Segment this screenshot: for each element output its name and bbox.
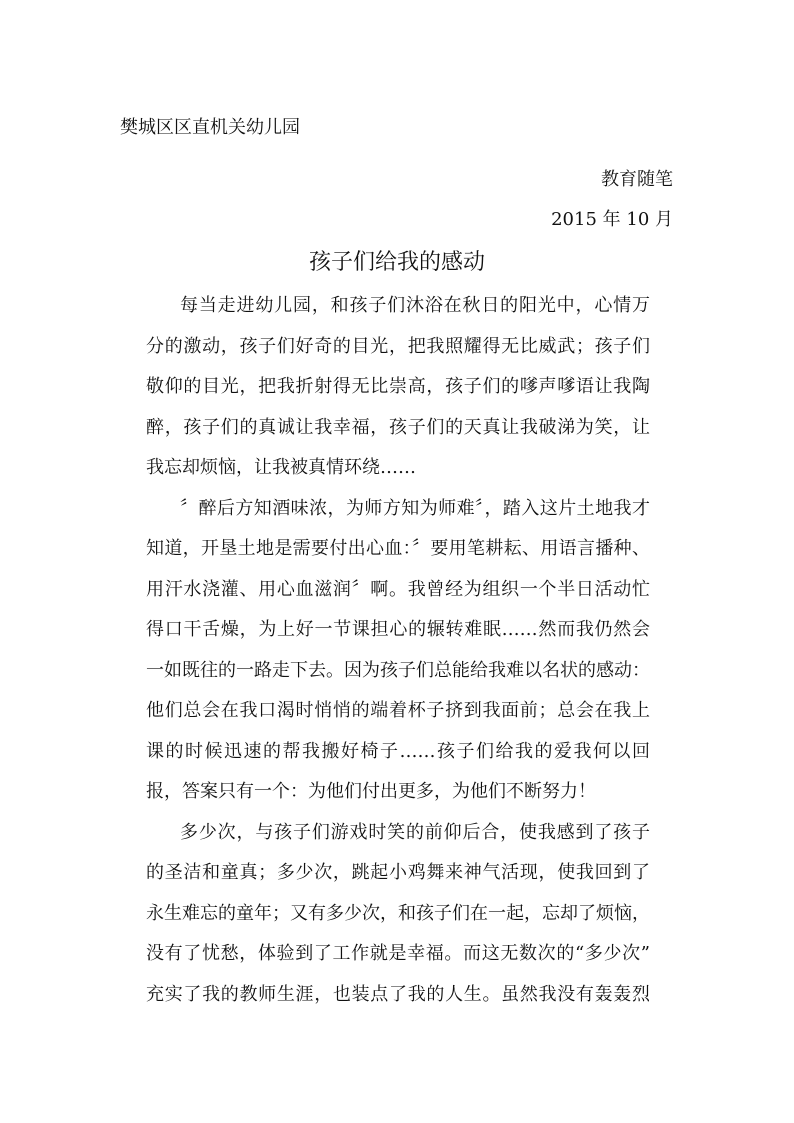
body-line: 的圣洁和童真；多少次，跳起小鸡舞来神气活现，使我回到了 (146, 862, 650, 883)
body-line: 得口干舌燥，为上好一节课担心的辗转难眠……然而我仍然会 (146, 619, 650, 640)
body-line: 每当走进幼儿园，和孩子们沐浴在秋日的阳光中，心情万 (180, 295, 650, 316)
body-line: 敬仰的目光，把我折射得无比崇高，孩子们的嗲声嗲语让我陶 (146, 376, 650, 397)
body-line: 多少次，与孩子们游戏时笑的前仰后合，使我感到了孩子 (180, 821, 650, 843)
body-line: 知道，开垦土地是需要付出心血：〞要用笔耕耘、用语言播种、 (146, 538, 650, 559)
body-line: 我忘却烦恼，让我被真情环绕…… (146, 457, 416, 478)
body-line: 分的激动，孩子们好奇的目光，把我照耀得无比威武；孩子们 (146, 335, 650, 357)
body-line: 用汗水浇灌、用心血滋润〞啊。我曾经为组织一个半日活动忙 (146, 578, 650, 600)
body-line: 他们总会在我口渴时悄悄的端着杯子挤到我面前；总会在我上 (146, 700, 650, 721)
essay-genre-label: 教育随笔 (601, 169, 673, 190)
body-line: 永生难忘的童年；又有多少次，和孩子们在一起，忘却了烦恼， (146, 902, 650, 924)
body-line: 充实了我的教师生涯，也装点了我的人生。虽然我没有轰轰烈 (146, 983, 650, 1005)
body-line: 〞醉后方知酒味浓，为师方知为师难〞，踏入这片土地我才 (180, 497, 650, 519)
body-line: 没有了忧愁，体验到了工作就是幸福。而这无数次的“多少次” (146, 943, 650, 964)
body-line: 一如既往的一路走下去。因为孩子们总能给我难以名状的感动： (146, 659, 650, 681)
body-line: 课的时候迅速的帮我搬好椅子……孩子们给我的爱我何以回 (146, 740, 650, 762)
school-name: 樊城区区直机关幼儿园 (120, 117, 300, 138)
essay-date: 2015 年 10 月 (551, 209, 673, 230)
essay-title: 孩子们给我的感动 (308, 250, 485, 275)
body-line: 醉，孩子们的真诚让我幸福，孩子们的天真让我破涕为笑，让 (146, 416, 650, 438)
body-line: 报，答案只有一个：为他们付出更多，为他们不断努力！ (146, 781, 596, 802)
essay-body (146, 286, 650, 1015)
